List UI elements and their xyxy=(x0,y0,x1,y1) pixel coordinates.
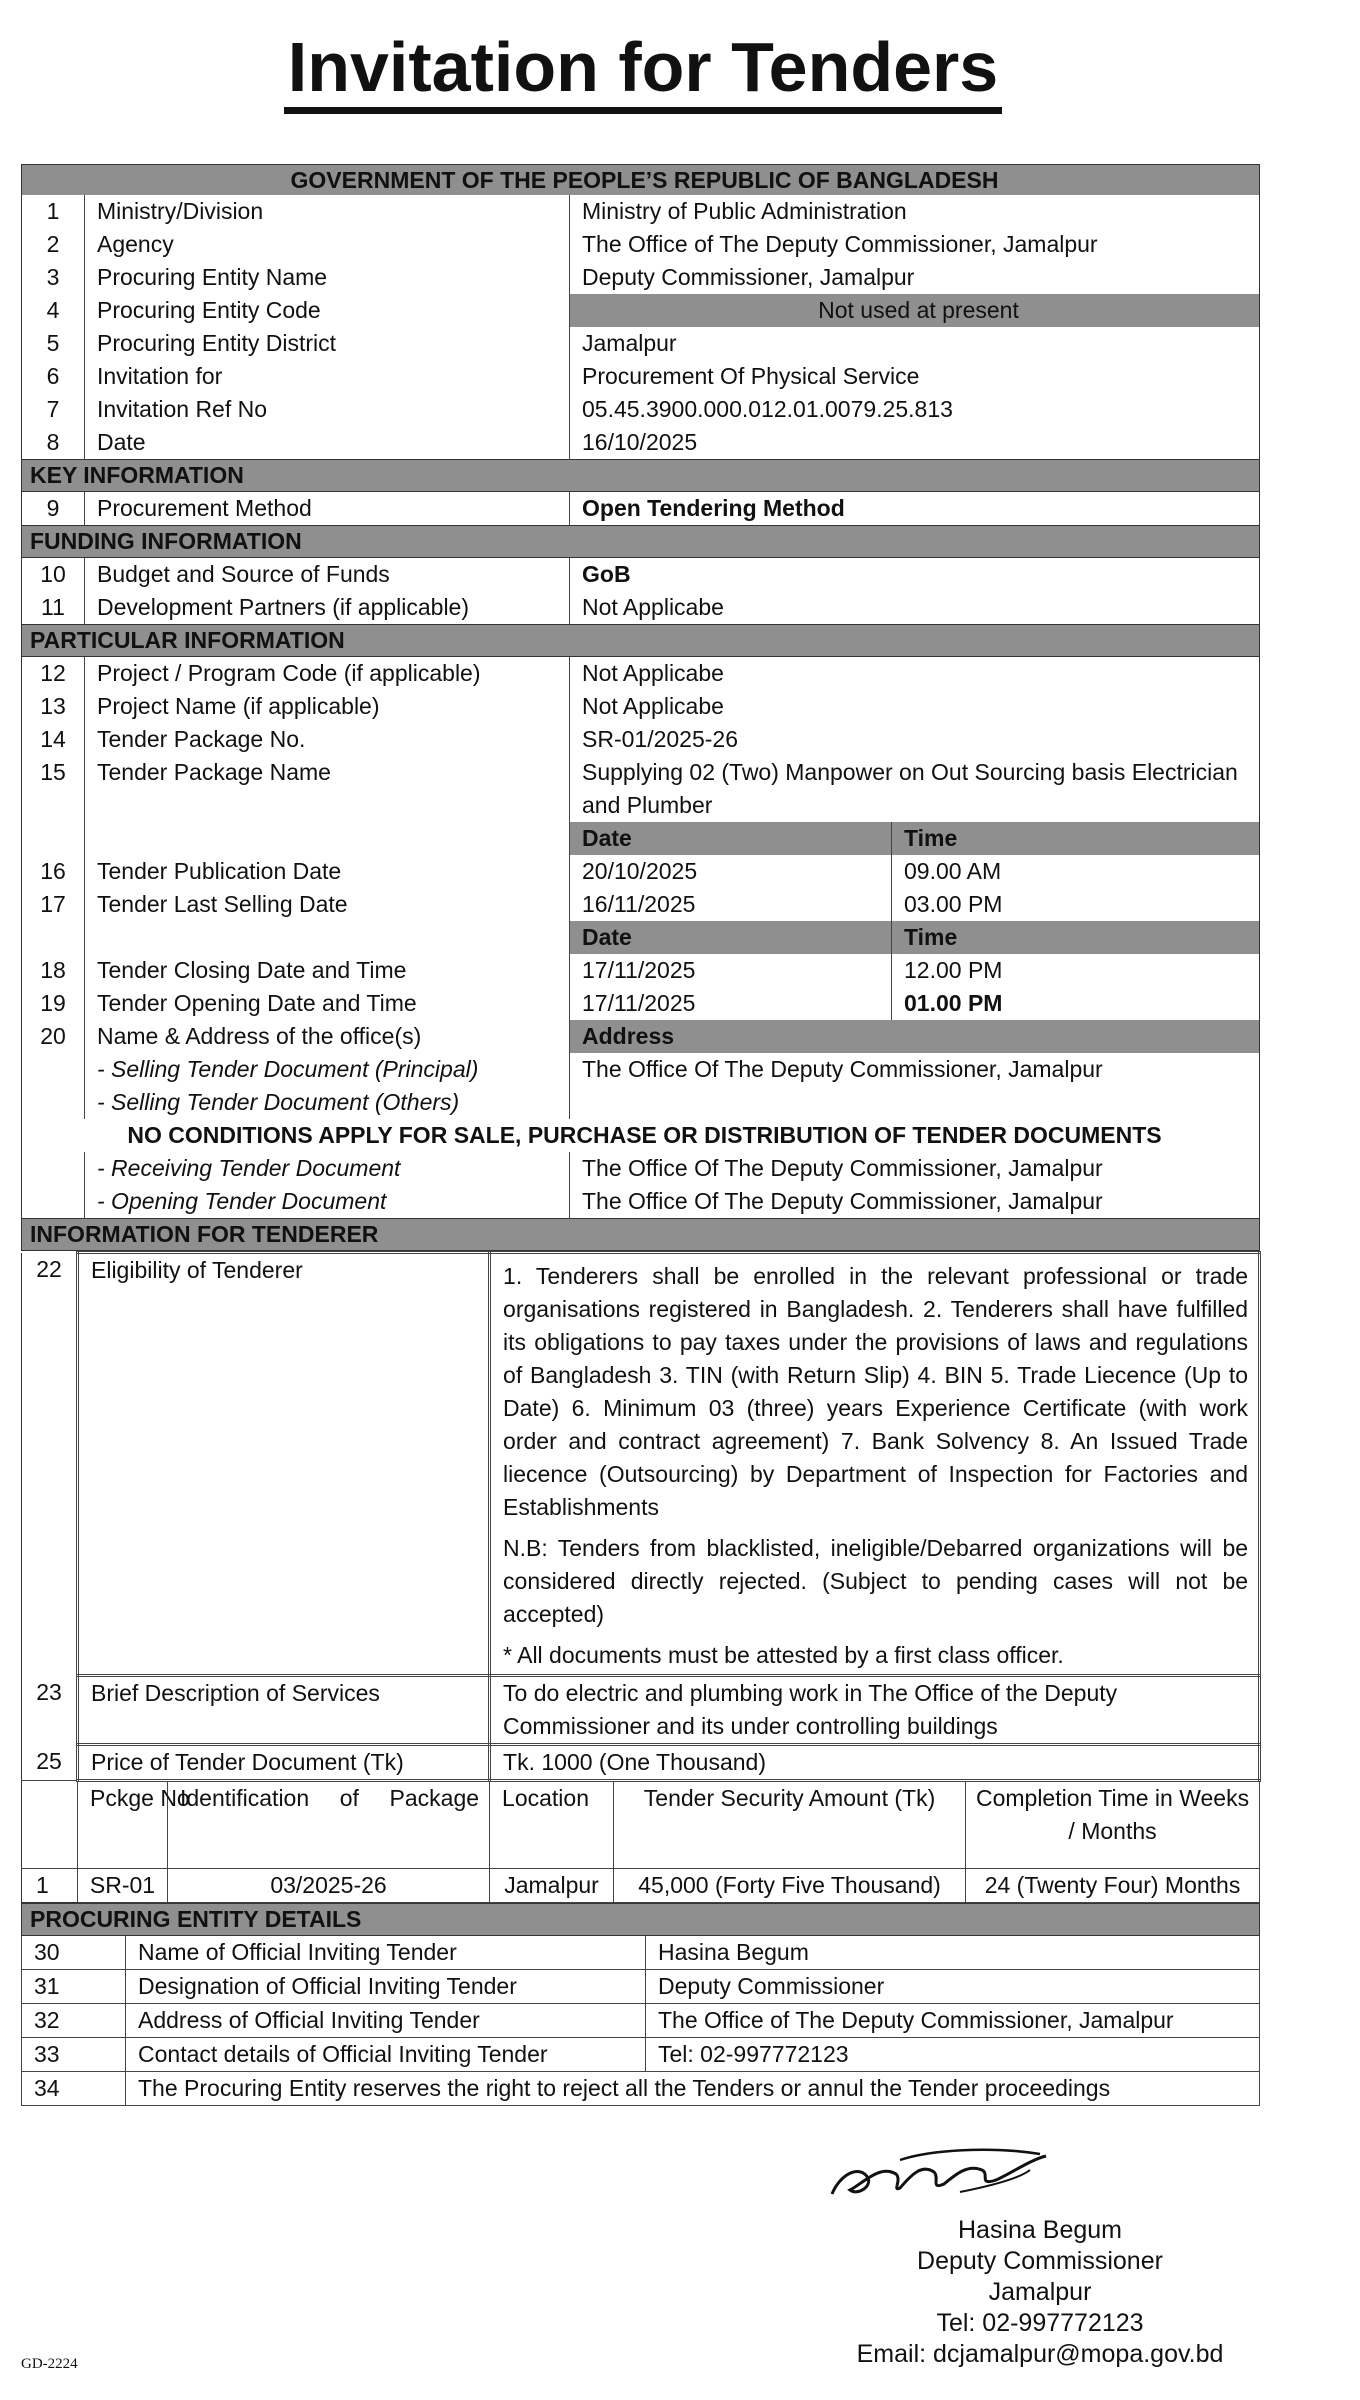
signature-scribble xyxy=(0,2134,1286,2214)
signatory-designation: Deputy Commissioner xyxy=(917,2247,1163,2275)
row-22: 22 Eligibility of Tenderer 1. Tenderers shall be enrolled in the relevant professional or trade organisations registered in Bangladesh. 2. Tenderers shall have fulfilled its obligations to pay taxes under the provisions of laws and regulations of Bangladesh 3. TIN (with Return Slip) 4. BIN 5. Trade Liecence (Up to Date) 6. Minimum 03 (three) years Experience Certificate (with work order and contract agreement) 7. Bank Solvency 8. An Issued Trade liecence (Outsourcing) by Department of Inspection for Factories and Establishments N.B: Tenders from blacklisted, ineligible/Debarred organizations will be considered directly rejected. (Subject to pending cases will not be accepted) * All documents must be attested by a first class officer. xyxy=(22,1253,1260,1676)
row-33: 33 Contact details of Official Inviting Tender Tel: 02-997772123 xyxy=(22,2038,1260,2072)
row-11: 11 Development Partners (if applicable) Not Applicabe xyxy=(22,591,1260,625)
entity-table xyxy=(21,1903,1260,2106)
row-8: 8 Date 16/10/2025 xyxy=(22,426,1260,460)
row-notice: NO CONDITIONS APPLY FOR SALE, PURCHASE OR DISTRIBUTION OF TENDER DOCUMENTS xyxy=(127,1122,1162,1148)
date-time-header-2: Date Time xyxy=(22,921,1260,954)
document-title: Invitation for Tenders xyxy=(0,22,1286,114)
row-13: 13 Project Name (if applicable) Not Applicabe xyxy=(22,690,1260,723)
row-9: 9 Procurement Method Open Tendering Method xyxy=(22,492,1260,526)
eligibility-attest: * All documents must be attested by a first class officer. xyxy=(503,1642,1064,1668)
tenderer-table xyxy=(21,1251,1261,1903)
row-14: 14 Tender Package No. SR-01/2025-26 xyxy=(22,723,1260,756)
row-2: 2 Agency The Office of The Deputy Commissioner, Jamalpur xyxy=(22,228,1260,261)
row-1: 1 Ministry/Division Ministry of Public Administration xyxy=(22,195,1260,228)
funding-heading: FUNDING INFORMATION xyxy=(22,526,1260,558)
row-20: 20 Name & Address of the office(s) Address xyxy=(22,1020,1260,1053)
signatory-tel: Tel: 02-997772123 xyxy=(936,2309,1144,2337)
eligibility-criteria: 1. Tenderers shall be enrolled in the relevant professional or trade organisations registered in Bangladesh. 2. Tenderers shall have fulfilled its obligations to pay taxes under the provisions of laws and regulations of Bangladesh 3. TIN (with Return Slip) 4. BIN 5. Trade Liecence (Up to Date) 6. Minimum 03 (three) years Experience Certificate (with work order and contract agreement) 7. Bank Solvency 8. An Issued Trade liecence (Outsourcing) by Department of Inspection for Factories and Establishments xyxy=(503,1263,1249,1520)
row-12: 12 Project / Program Code (if applicable) Not Applicabe xyxy=(22,657,1260,691)
row-16: 16 Tender Publication Date 20/10/2025 09.00 AM xyxy=(22,855,1260,888)
row-31: 31 Designation of Official Inviting Tender Deputy Commissioner xyxy=(22,1970,1260,2004)
row-4: 4 Procuring Entity Code Not used at present xyxy=(22,294,1260,327)
particular-heading: PARTICULAR INFORMATION xyxy=(22,625,1260,657)
row-32: 32 Address of Official Inviting Tender The Office of The Deputy Commissioner, Jamalpur xyxy=(22,2004,1260,2038)
row-18: 18 Tender Closing Date and Time 17/11/2025 12.00 PM xyxy=(22,954,1260,987)
signature-block xyxy=(720,2215,1360,2370)
signatory-name: Hasina Begum xyxy=(958,2216,1122,2244)
entity-heading: PROCURING ENTITY DETAILS xyxy=(22,1904,1260,1936)
row-34: 34 The Procuring Entity reserves the right to reject all the Tenders or annul the Tender proceedings xyxy=(22,2072,1260,2106)
row-17: 17 Tender Last Selling Date 16/11/2025 03.00 PM xyxy=(22,888,1260,921)
tender-document xyxy=(21,164,1259,2101)
lot-row-1: 1 SR-01 03/2025-26 Jamalpur 45,000 (Forty Five Thousand) 24 (Twenty Four) Months xyxy=(22,1869,1260,1903)
row-19: 19 Tender Opening Date and Time 17/11/2025 01.00 PM xyxy=(22,987,1260,1020)
date-time-header-1: Date Time xyxy=(22,822,1260,855)
footer-code: GD-2224 xyxy=(21,2356,78,2372)
row-receiving: - Receiving Tender Document The Office Of The Deputy Commissioner, Jamalpur xyxy=(22,1152,1260,1185)
row-opening: - Opening Tender Document The Office Of The Deputy Commissioner, Jamalpur xyxy=(22,1185,1260,1219)
tenderer-heading: INFORMATION FOR TENDERER xyxy=(22,1219,1260,1251)
row-25: 25 Price of Tender Document (Tk) Tk. 1000 (One Thousand) xyxy=(22,1745,1260,1781)
row-3: 3 Procuring Entity Name Deputy Commissioner, Jamalpur xyxy=(22,261,1260,294)
main-info-table xyxy=(21,164,1260,1251)
row-5: 5 Procuring Entity District Jamalpur xyxy=(22,327,1260,360)
row-selling-others: - Selling Tender Document (Others) xyxy=(22,1086,1260,1119)
lot-header-row: Pckge No Identification of Package Location Tender Security Amount (Tk) Completion Time in Weeks / Months xyxy=(22,1781,1260,1869)
row-7: 7 Invitation Ref No 05.45.3900.000.012.01.0079.25.813 xyxy=(22,393,1260,426)
row-30: 30 Name of Official Inviting Tender Hasina Begum xyxy=(22,1936,1260,1970)
row-6: 6 Invitation for Procurement Of Physical Service xyxy=(22,360,1260,393)
signatory-email: Email: dcjamalpur@mopa.gov.bd xyxy=(856,2340,1224,2368)
signatory-district: Jamalpur xyxy=(988,2278,1092,2306)
key-info-heading: KEY INFORMATION xyxy=(22,460,1260,492)
row-23: 23 Brief Description of Services To do electric and plumbing work in The Office of the Deputy Commissioner and its under controlling buildings xyxy=(22,1676,1260,1745)
row-selling-principal: - Selling Tender Document (Principal) The Office Of The Deputy Commissioner, Jamalpur xyxy=(22,1053,1260,1086)
gov-header-row: GOVERNMENT OF THE PEOPLE’S REPUBLIC OF BANGLADESH xyxy=(22,165,1260,196)
eligibility-nb: N.B: Tenders from blacklisted, ineligible/Debarred organizations will be considered directly rejected. (Subject to pending cases will not be accepted) xyxy=(503,1535,1249,1627)
row-15: 15 Tender Package Name Supplying 02 (Two) Manpower on Out Sourcing basis Electrician and Plumber xyxy=(22,756,1260,822)
row-10: 10 Budget and Source of Funds GoB xyxy=(22,558,1260,592)
